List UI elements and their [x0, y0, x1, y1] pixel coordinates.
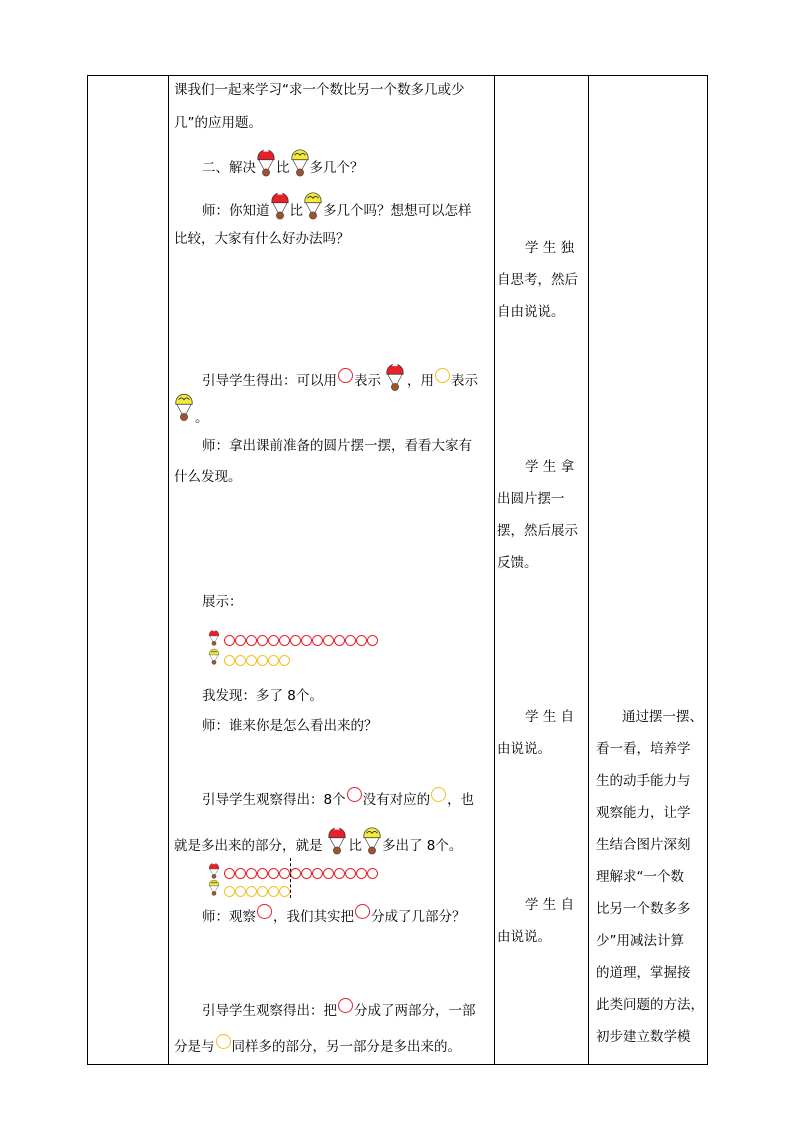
yellow-circle [257, 655, 268, 666]
red-balloon-icon [270, 191, 290, 220]
finding: 我发现：多了 8个。 [202, 688, 323, 704]
red-circle [312, 635, 323, 646]
intent-text: 生的动手能力与 [596, 773, 691, 789]
red-circle [301, 635, 312, 646]
column-divider [588, 76, 589, 1064]
yellow-balloon-icon [362, 826, 382, 855]
intent-text: 初步建立数学模 [596, 1029, 691, 1045]
yellow-balloon-icon [208, 879, 220, 896]
text: 多出了 8个。 [382, 838, 463, 854]
text: 同样多的部分，另一部分是多出来的。 [231, 1039, 461, 1055]
student-text: 学 生 拿 [525, 459, 575, 475]
guidance-line [202, 998, 476, 1021]
red-circle [290, 868, 301, 879]
yellow-circles-row [224, 650, 290, 664]
text: 二、解决 [202, 160, 256, 176]
text: 。 [195, 410, 209, 426]
red-circle [268, 635, 279, 646]
student-text: 学 生 自 [525, 709, 575, 725]
yellow-circle [246, 655, 257, 666]
yellow-circle [268, 655, 279, 666]
text: 师：观察 [202, 909, 256, 925]
red-circle [257, 868, 268, 879]
red-balloon-icon [385, 361, 405, 393]
student-text: 由说说。 [497, 741, 551, 757]
yellow-circle-icon [435, 368, 450, 383]
text: 引导学生观察得出：把 [202, 1003, 337, 1019]
red-circle [356, 868, 367, 879]
red-circle-icon [338, 998, 353, 1013]
red-balloon-icon [327, 826, 347, 855]
red-circle [334, 868, 345, 879]
red-circle-icon [347, 787, 362, 802]
column-divider [168, 76, 169, 1064]
yellow-circle [235, 886, 246, 897]
section-heading [202, 158, 364, 178]
student-text: 反馈。 [497, 555, 538, 571]
red-circle [268, 868, 279, 879]
red-circle [279, 868, 290, 879]
student-text: 摆，然后展示 [497, 523, 578, 539]
text: 引导学生观察得出：8个 [202, 792, 346, 808]
yellow-balloon-icon [208, 648, 220, 665]
intent-text: 生结合图片深刻 [596, 837, 691, 853]
yellow-balloon-icon [174, 391, 194, 423]
red-circle [356, 635, 367, 646]
yellow-balloon-icon [290, 148, 310, 177]
intent-text: 比另一个数多多 [596, 901, 691, 917]
red-balloon-icon [208, 862, 220, 879]
yellow-circle [279, 655, 290, 666]
red-circles-row [224, 630, 378, 644]
text: 多几个吗？想想可以怎样 [323, 203, 472, 219]
text: ，用 [407, 373, 434, 389]
show-label: 展示： [202, 594, 243, 610]
text: 表示 [354, 373, 381, 389]
teacher-question: 师：谁来你是怎么看出来的？ [202, 718, 378, 734]
teacher-question [202, 201, 472, 221]
red-circle [334, 635, 345, 646]
text: 师：你知道 [202, 203, 270, 219]
intent-text: 观察能力，让学 [596, 805, 691, 821]
text: ，我们其实把 [273, 909, 354, 925]
student-text: 由说说。 [497, 929, 551, 945]
red-circle [246, 868, 257, 879]
red-circle [312, 868, 323, 879]
intent-text: 理解求“一个数 [596, 869, 684, 885]
red-circle [367, 635, 378, 646]
yellow-circle [235, 655, 246, 666]
text: 表示 [451, 373, 478, 389]
yellow-circle [224, 886, 235, 897]
red-circle [257, 635, 268, 646]
red-circle [301, 868, 312, 879]
red-circle [345, 635, 356, 646]
paragraph-line: 几”的应用题。 [174, 115, 262, 131]
teacher-question [202, 904, 466, 927]
red-circle-icon [338, 368, 353, 383]
red-circle [235, 635, 246, 646]
text: 引导学生得出：可以用 [202, 373, 337, 389]
guidance-line [174, 1034, 461, 1057]
yellow-balloon-icon [303, 191, 323, 220]
intent-text: 少”用减法计算 [596, 933, 684, 949]
red-circle [323, 868, 334, 879]
intent-text: 看一看，培养学 [596, 741, 691, 757]
paragraph-line: 课我们一起来学习“求一个数比另一个数多几或少 [174, 82, 465, 98]
guidance-line [174, 836, 462, 856]
red-circle [279, 635, 290, 646]
text: 多几个？ [309, 160, 364, 176]
student-text: 出圆片摆一 [497, 491, 565, 507]
red-balloon-icon [208, 629, 220, 646]
text: 分是与 [174, 1039, 215, 1055]
guidance-line [202, 787, 474, 810]
column-divider [494, 76, 495, 1064]
red-circle-icon [355, 904, 370, 919]
yellow-circle-icon [216, 1034, 231, 1049]
paragraph-line: 什么发现。 [174, 469, 242, 485]
yellow-circle [257, 886, 268, 897]
red-circle [367, 868, 378, 879]
text: 比 [348, 838, 362, 854]
intent-text: 通过摆一摆、 [622, 709, 703, 725]
text: ，也 [447, 792, 475, 808]
student-text: 自由说说。 [497, 304, 565, 320]
red-circles-row [224, 863, 378, 877]
guidance-line [202, 368, 478, 393]
intent-text: 此类问题的方法， [596, 997, 704, 1013]
red-circle [224, 868, 235, 879]
red-circle [235, 868, 246, 879]
red-circle-icon [257, 904, 272, 919]
yellow-circle [246, 886, 257, 897]
red-circle [290, 635, 301, 646]
text: 分成了几部分？ [371, 909, 466, 925]
yellow-circles-row [224, 881, 290, 895]
intent-text: 的道理，掌握接 [596, 965, 691, 981]
student-text: 自思考，然后 [497, 272, 578, 288]
text: 没有对应的 [362, 792, 431, 808]
yellow-circle-icon [431, 787, 446, 802]
student-text: 学 生 独 [525, 240, 575, 256]
red-circle [224, 635, 235, 646]
yellow-circle [279, 886, 290, 897]
text: 分成了两部分，一部 [354, 1003, 476, 1019]
red-circle [246, 635, 257, 646]
red-circle [323, 635, 334, 646]
yellow-circle [224, 655, 235, 666]
text: 比 [276, 160, 290, 176]
student-text: 学 生 自 [525, 897, 575, 913]
divider-dashed-line [290, 858, 291, 898]
text: 就是多出来的部分，就是 [174, 838, 323, 854]
red-balloon-icon [256, 148, 276, 177]
paragraph-line: 比较，大家有什么好办法吗？ [174, 231, 350, 247]
teacher-instruction: 师：拿出课前准备的圆片摆一摆，看看大家有 [202, 438, 472, 454]
text: 比 [289, 203, 303, 219]
red-circle [345, 868, 356, 879]
yellow-circle [268, 886, 279, 897]
